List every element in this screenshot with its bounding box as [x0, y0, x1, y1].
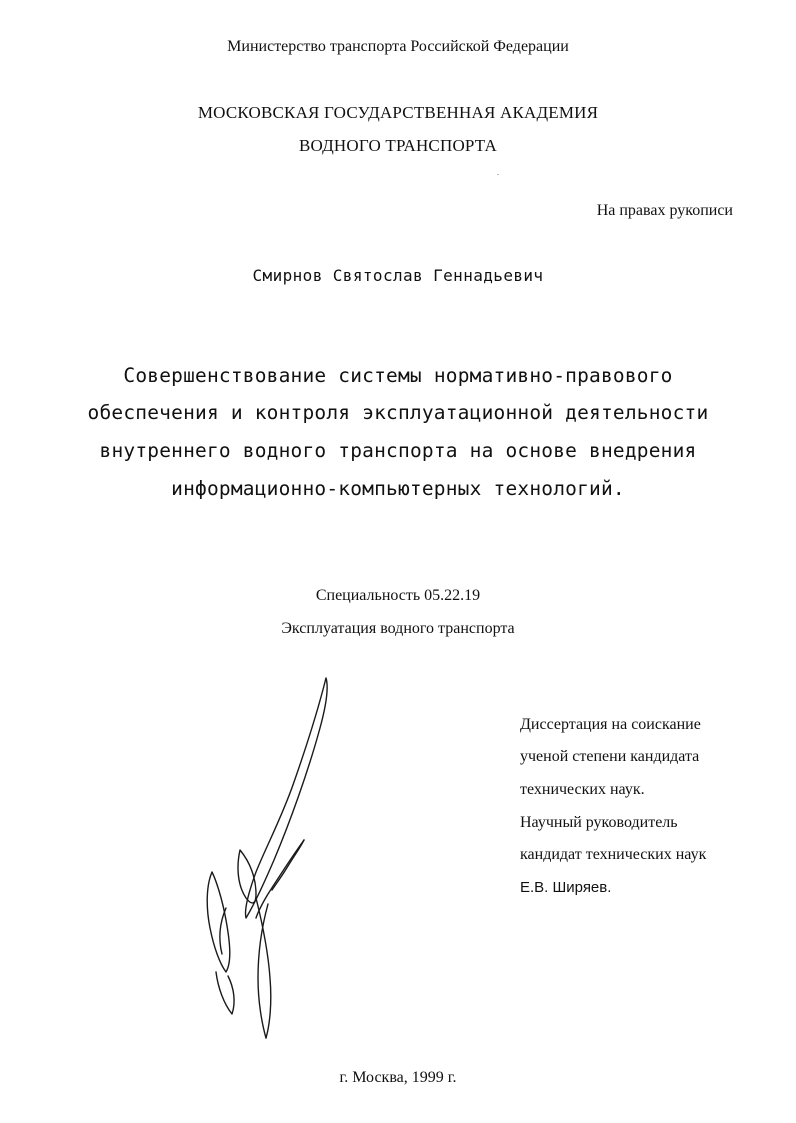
city-year: г. Москва, 1999 г. — [339, 1069, 457, 1086]
thesis-title-line-3: внутреннего водного транспорта на основе внедрения — [99, 439, 697, 462]
dissertation-note-line-1: Диссертация на соискание — [520, 716, 701, 733]
thesis-title-line-1: Совершенствование системы нормативно-правового — [123, 364, 673, 387]
dissertation-note-line-3: технических наук. — [520, 781, 645, 798]
academy-name-line-1: МОСКОВСКАЯ ГОСУДАРСТВЕННАЯ АКАДЕМИЯ — [197, 103, 599, 122]
thesis-title-line-4: информационно-компьютерных технологий. — [171, 477, 625, 500]
author-signature — [196, 672, 346, 1047]
supervisor-label: Научный руководитель — [520, 814, 678, 831]
scan-speck — [497, 174, 499, 175]
ministry-name: Министерство транспорта Российской Федерации — [227, 38, 569, 55]
dissertation-note-line-2: ученой степени кандидата — [520, 748, 700, 765]
academy-name-line-2: ВОДНОГО ТРАНСПОРТА — [298, 136, 498, 155]
specialty-name: Эксплуатация водного транспорта — [281, 620, 515, 637]
supervisor-name: Е.В. Ширяев. — [520, 879, 612, 896]
supervisor-degree: кандидат технических наук — [520, 846, 707, 863]
author-name: Смирнов Святослав Геннадьевич — [252, 266, 544, 285]
thesis-title-line-2: обеспечения и контроля эксплуатационной деятельности — [87, 401, 709, 424]
specialty-code: Специальность 05.22.19 — [315, 587, 481, 604]
rights-note: На правах рукописи — [596, 202, 733, 219]
